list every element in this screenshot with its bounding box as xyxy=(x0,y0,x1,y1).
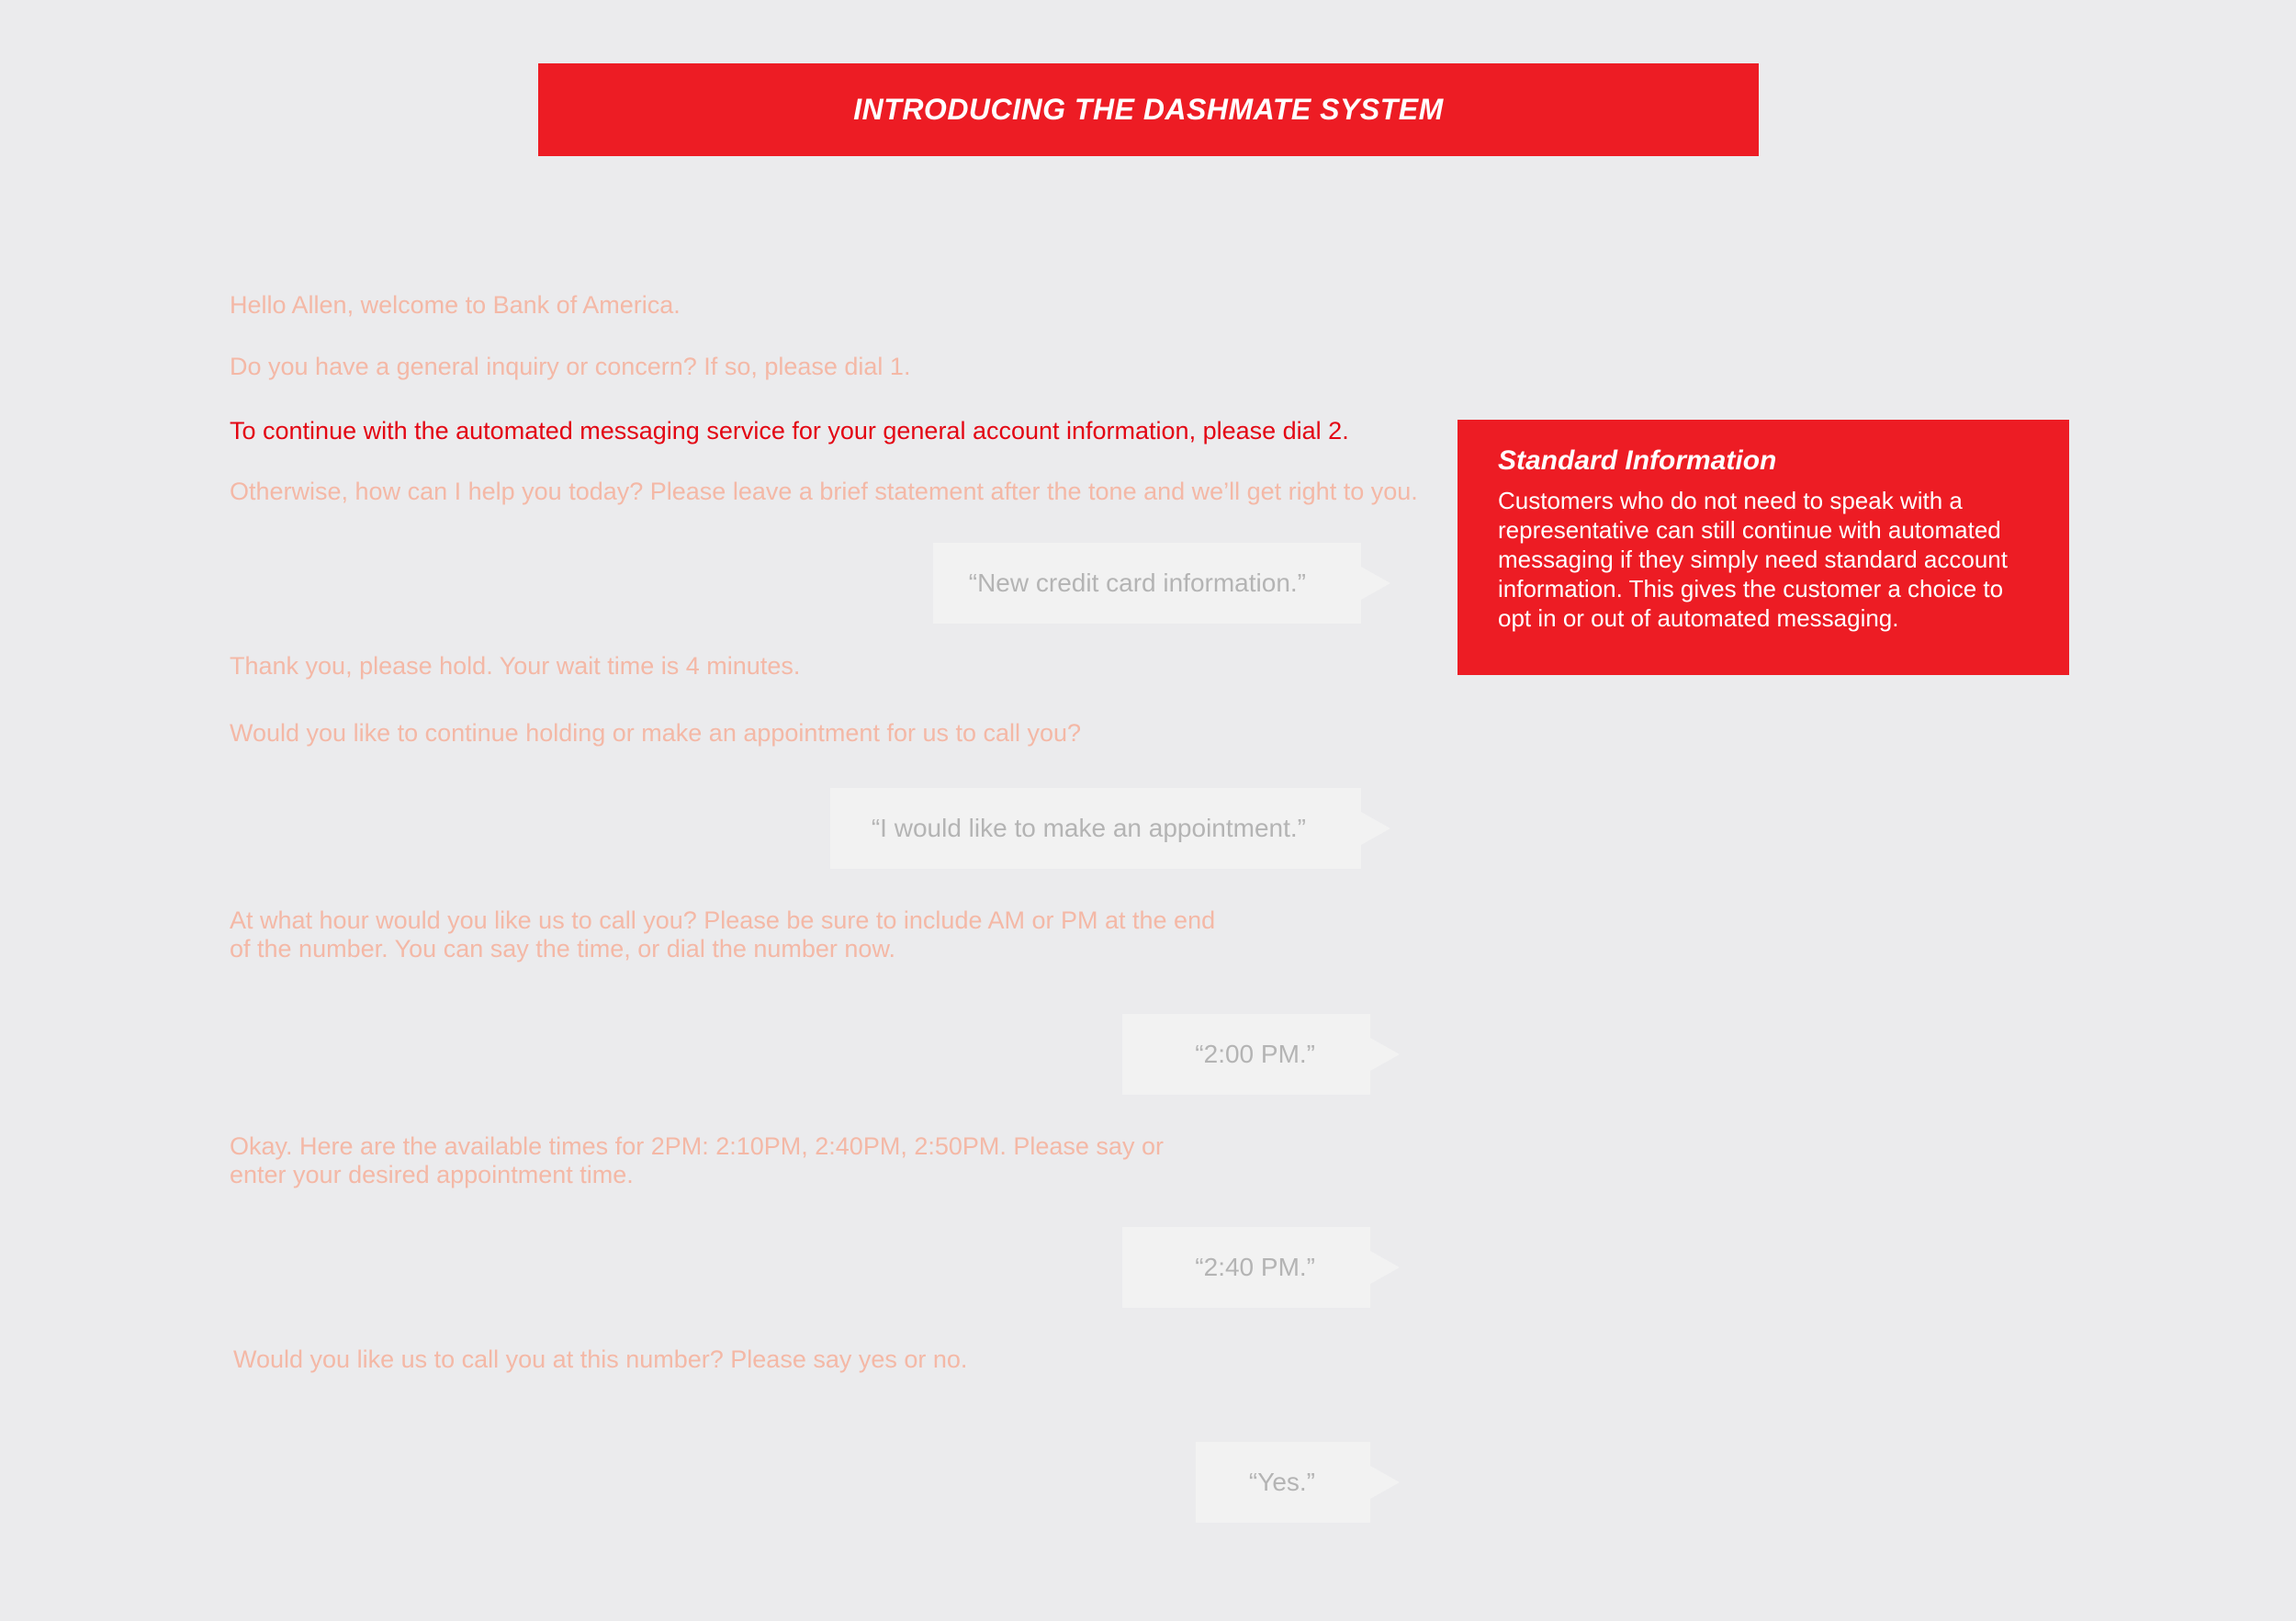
standard-information-box xyxy=(1458,420,2069,675)
user-reply-bubble: “Yes.” xyxy=(1196,1442,1370,1523)
system-message: At what hour would you like us to call you? Please be sure to include AM or PM at the end xyxy=(230,906,1216,934)
user-reply-bubble: “2:00 PM.” xyxy=(1122,1014,1370,1095)
system-message: Do you have a general inquiry or concern? If so, please dial 1. xyxy=(230,353,911,380)
system-message: Otherwise, how can I help you today? Please leave a brief statement after the tone and we’ll get right to you. xyxy=(230,478,1418,505)
info-box-line: information. This gives the customer a choice to xyxy=(1498,575,2004,602)
info-box-line: messaging if they simply need standard account xyxy=(1498,546,2008,573)
system-message: Thank you, please hold. Your wait time is 4 minutes. xyxy=(230,652,801,680)
system-message: Would you like to continue holding or make an appointment for us to call you? xyxy=(230,719,1082,747)
system-message: Would you like us to call you at this number? Please say yes or no. xyxy=(233,1345,968,1373)
banner-title: INTRODUCING THE DASHMATE SYSTEM xyxy=(853,93,1444,126)
info-box-line: opt in or out of automated messaging. xyxy=(1498,604,1899,632)
system-message: Hello Allen, welcome to Bank of America. xyxy=(230,291,681,319)
system-message-highlighted: To continue with the automated messaging service for your general account information, please dial 2. xyxy=(230,417,1349,445)
user-reply-bubble: “2:40 PM.” xyxy=(1122,1227,1370,1308)
info-box-line: Customers who do not need to speak with a xyxy=(1498,487,1963,514)
user-reply-bubble: “New credit card information.” xyxy=(933,543,1361,624)
info-box-title: Standard Information xyxy=(1498,445,1777,476)
system-message: Okay. Here are the available times for 2PM: 2:10PM, 2:40PM, 2:50PM. Please say or xyxy=(230,1132,1164,1160)
info-box-line: representative can still continue with automated xyxy=(1498,516,2001,544)
info-box-body xyxy=(1498,486,2029,633)
system-message: of the number. You can say the time, or dial the number now. xyxy=(230,935,895,962)
system-message: enter your desired appointment time. xyxy=(230,1161,634,1188)
title-banner xyxy=(538,63,1759,156)
user-reply-bubble: “I would like to make an appointment.” xyxy=(830,788,1361,869)
